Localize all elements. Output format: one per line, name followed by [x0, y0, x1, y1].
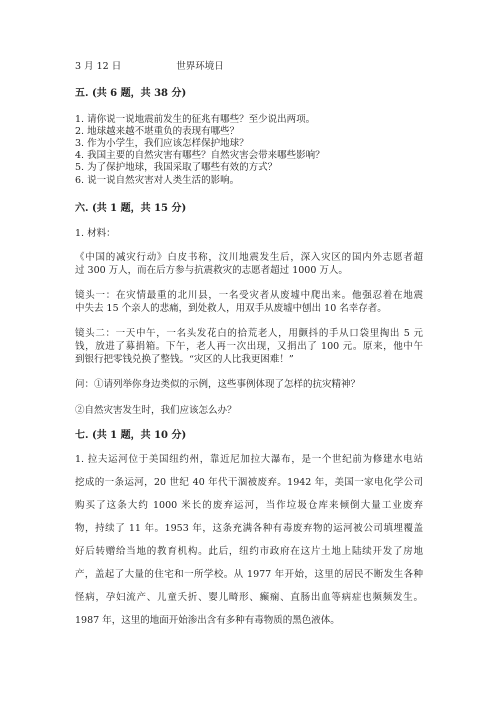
paragraph-line: 镜头二：一天中午，一名头发花白的拾荒老人，用颤抖的手从口袋里掏出 5 元 [75, 328, 423, 339]
paragraph-line: 1987 年，这里的地面开始渗出含有多种有毒物质的黑色液体。 [75, 615, 340, 626]
question-item: 2. 地球越来越不堪重负的表现有哪些？ [75, 126, 240, 137]
paragraph-line: 物，持续了 11 年。1953 年，这条充满各种有毒废弃物的运河被公司填埋覆盖 [75, 523, 423, 534]
paragraph-line: 《中国的减灾行动》白皮书称，汶川地震发生后，深入灾区的国内外志愿者超 [75, 252, 423, 263]
paragraph-line: 镜头一：在灾情最重的北川县，一名受灾者从废墟中爬出来。他强忍着在地震 [75, 290, 423, 301]
paragraph-line: 到银行把零钱兑换了整钱。“灾区的人比我更困难！” [75, 354, 294, 365]
date-row [75, 61, 224, 73]
paragraph-line: 钱，放进了募捐箱。下午，老人再一次出现，又捐出了 100 元。原来，他中午 [75, 341, 423, 352]
paragraph-line: 购买了这条大约 1000 米长的废弃运河，当作垃圾仓库来倾倒大量工业废弃 [75, 500, 423, 511]
paragraph-line: 中失去 15 个亲人的悲痛，到处救人，用双手从废墟中刨出 10 名幸存者。 [75, 303, 387, 314]
section-5-title: 五. (共 6 题，共 38 分) [75, 88, 187, 99]
paragraph-line: 怪病，孕妇流产、儿童夭折、婴儿畸形、癫痫、直肠出血等病症也频频发生。 [75, 592, 423, 603]
question-item: 4. 我国主要的自然灾害有哪些？自然灾害会带来哪些影响？ [75, 150, 325, 161]
section-7-title: 七. (共 1 题，共 10 分) [75, 430, 187, 441]
question-item: 3. 作为小学生，我们应该怎样保护地球？ [75, 138, 249, 149]
sub-question: 问：①请列举你身边类似的示例，这些事例体现了怎样的抗灾精神？ [75, 379, 361, 390]
sub-question: ②自然灾害发生时，我们应该怎么办？ [75, 405, 237, 416]
paragraph-line: 产，盖起了大量的住宅和一所学校。从 1977 年开始，这里的居民不断发生各种 [75, 569, 423, 580]
section-6-title: 六. (共 1 题，共 15 分) [75, 203, 187, 214]
paragraph-line: 过 300 万人，而在后方参与抗震救灾的志愿者超过 1000 万人。 [75, 265, 348, 276]
date-text: 3 月 12 日 [75, 61, 122, 72]
paragraph-line: 1. 拉夫运河位于美国纽约州，靠近尼加拉大瀑布，是一个世纪前为修建水电站 [75, 454, 423, 465]
question-item: 5. 为了保护地球，我国采取了哪些有效的方式？ [75, 162, 278, 173]
question-item: 1. 请你说一说地震前发生的征兆有哪些？至少说出两项。 [75, 114, 316, 125]
event-text: 世界环境日 [176, 61, 224, 72]
question-item: 6. 说一说自然灾害对人类生活的影响。 [75, 175, 240, 186]
paragraph-line: 好后转赠给当地的教育机构。此后，纽约市政府在这片土地上陆续开发了房地 [75, 546, 423, 557]
material-label: 1. 材料： [75, 228, 116, 239]
paragraph-line: 挖成的一条运河，20 世纪 40 年代干涸被废弃。1942 年，美国一家电化学公司 [75, 477, 423, 488]
